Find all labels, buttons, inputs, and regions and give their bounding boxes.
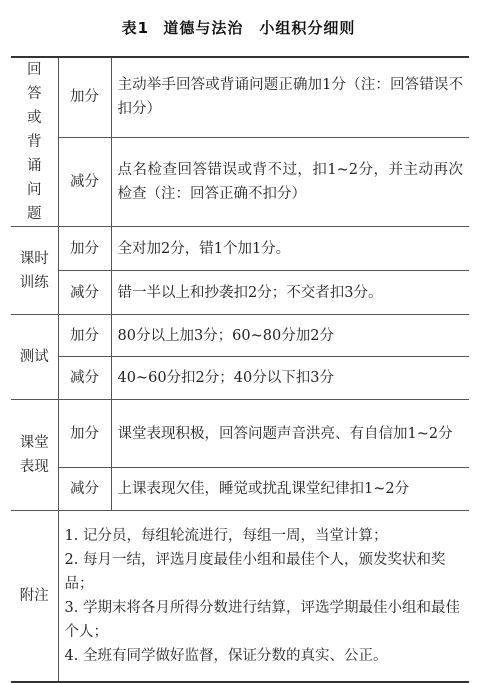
rule-cell: 全对加2分，错1个加1分。: [111, 227, 469, 271]
type-cell-add: 加分: [58, 400, 111, 468]
rule-cell: 主动举手回答或背诵问题正确加1分（注：回答错误不扣分）: [111, 57, 469, 137]
rule-cell: 点名检查回答错误或背不过，扣1~2分，并主动再次检查（注：回答正确不扣分）: [111, 137, 469, 226]
rule-cell: 课堂表现积极，回答问题声音洪亮、有自信加1~2分: [111, 400, 469, 468]
type-cell-deduct: 减分: [58, 271, 111, 315]
table-row: [11, 227, 469, 271]
table-title: [0, 17, 477, 38]
type-cell-deduct: 减分: [58, 468, 111, 511]
table-row: [11, 400, 469, 468]
note-item: 2. 每月一结，评选月度最佳小组和最佳个人，颁发奖状和奖品；: [64, 551, 446, 592]
type-cell-add: 加分: [58, 57, 111, 137]
category-cell: 课时训练: [11, 227, 58, 315]
table-row: [11, 511, 469, 682]
note-item: 1. 记分员，每组轮流进行，每组一周，当堂计算；: [64, 527, 388, 544]
note-item: 3. 学期末将各月所得分数进行结算，评选学期最佳小组和最佳个人；: [64, 599, 460, 640]
points-rules-table: [11, 56, 469, 683]
table-row: [11, 271, 469, 315]
table-number: 表1: [121, 19, 150, 37]
table-row: [11, 357, 469, 400]
appendix-label: 附注: [11, 511, 58, 682]
rule-cell: 80分以上加3分；60~80分加2分: [111, 315, 469, 357]
category-cell: 测试: [11, 315, 58, 400]
category-cell: 回答或背诵问题: [11, 57, 58, 227]
table-row: [11, 468, 469, 511]
type-cell-deduct: 减分: [58, 137, 111, 226]
category-cell: 课堂表现: [11, 400, 58, 511]
type-cell-add: 加分: [58, 315, 111, 357]
table-title-text: 道德与法治 小组积分细则: [163, 19, 356, 37]
rule-cell: 错一半以上和抄袭扣2分；不交者扣3分。: [111, 271, 469, 315]
note-item: 4. 全班有同学做好监督，保证分数的真实、公正。: [64, 647, 388, 664]
appendix-notes: [58, 511, 469, 682]
table-row: [11, 57, 469, 137]
rule-cell: 上课表现欠佳，睡觉或扰乱课堂纪律扣1~2分: [111, 468, 469, 511]
type-cell-add: 加分: [58, 227, 111, 271]
rule-cell: 40~60分扣2分；40分以下扣3分: [111, 357, 469, 400]
type-cell-deduct: 减分: [58, 357, 111, 400]
table-row: [11, 137, 469, 226]
table-row: [11, 315, 469, 357]
